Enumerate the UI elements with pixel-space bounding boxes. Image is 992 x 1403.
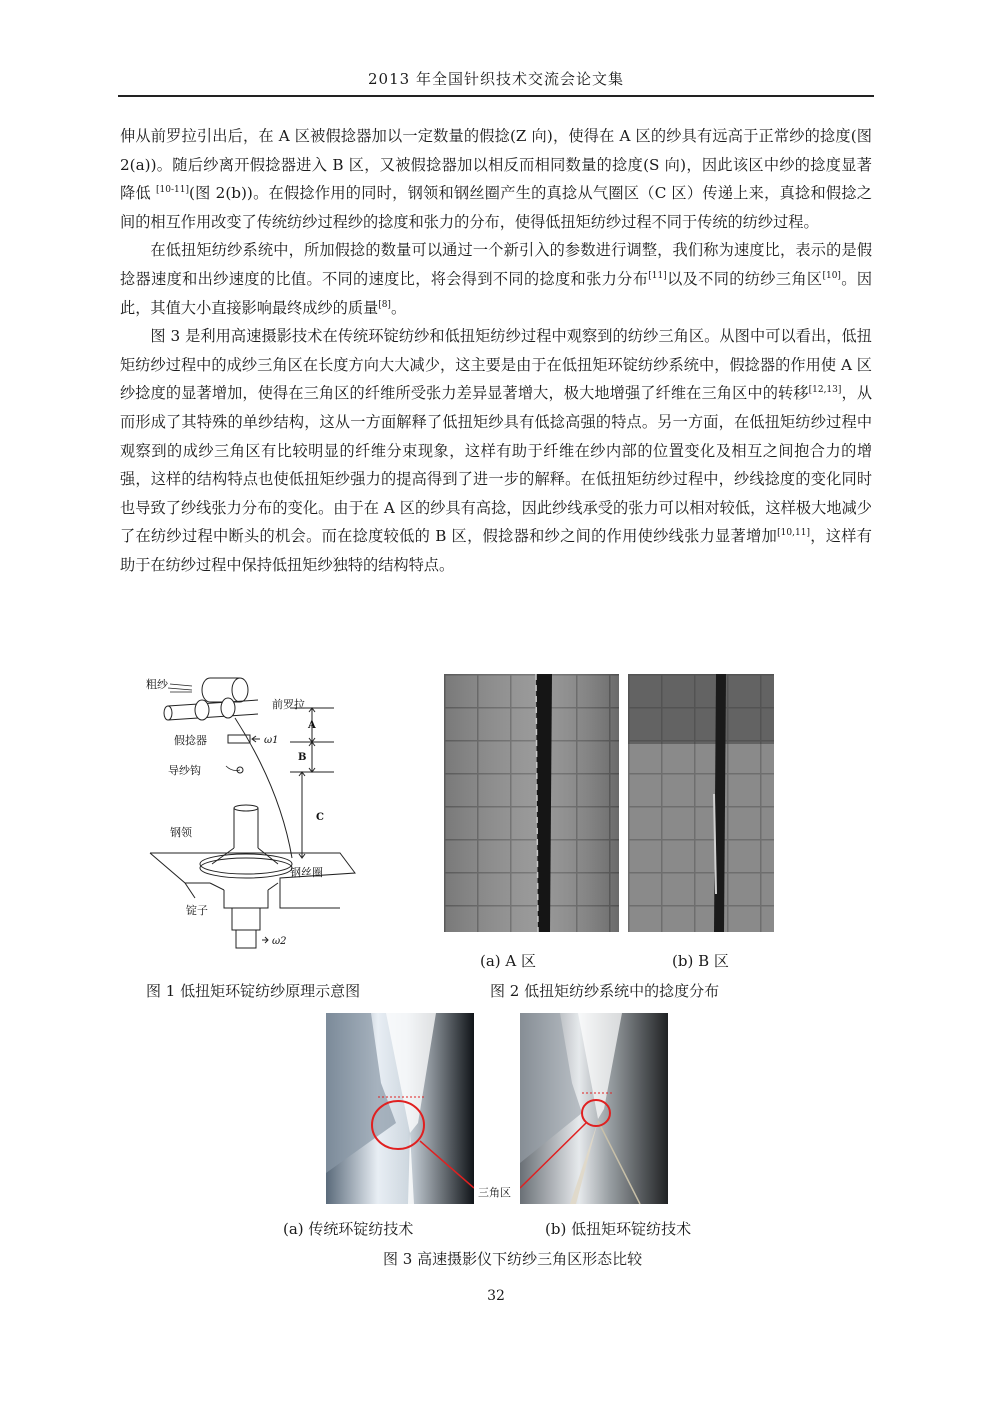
body-text	[120, 122, 872, 580]
citation: [10,11]	[777, 528, 810, 539]
figure3a-sublabel: (a) 传统环锭纺技术	[283, 1220, 414, 1238]
figure3a-photo	[326, 1013, 474, 1204]
label-guide-hook: 导纱钩	[168, 764, 201, 777]
citation: [12,13]	[808, 385, 842, 396]
figure3b-photo	[520, 1013, 668, 1204]
label-zone-c: C	[316, 812, 324, 823]
label-false-twister: 假捻器	[174, 734, 207, 747]
label-zone-b: B	[298, 752, 307, 763]
page-number: 32	[487, 1288, 505, 1304]
figure3-callout: 三角区	[478, 1186, 511, 1199]
citation: [11]	[648, 270, 667, 281]
figure3b-sublabel: (b) 低扭矩环锭纺技术	[545, 1220, 692, 1238]
label-omega1: ω1	[264, 735, 279, 746]
figure2b-photo	[628, 674, 774, 932]
label-ring: 钢领	[170, 826, 192, 839]
label-omega2: ω2	[272, 936, 287, 947]
citation: [10]	[822, 270, 841, 281]
figure1-caption: 图 1 低扭矩环锭纺纱原理示意图	[146, 982, 361, 1000]
label-front-roller: 前罗拉	[272, 698, 305, 711]
running-header: 2013 年全国针织技术交流会论文集	[368, 70, 624, 88]
header-rule	[118, 95, 874, 97]
citation: [10-11]	[155, 185, 189, 196]
citation: [8]	[378, 299, 391, 310]
label-zone-a: A	[308, 720, 316, 731]
label-traveler: 钢丝圈	[290, 866, 323, 879]
figure2b-sublabel: (b) B 区	[672, 952, 729, 970]
figure1-schematic	[140, 668, 390, 953]
figure2a-photo	[444, 674, 619, 932]
label-roving: 粗纱	[146, 678, 168, 691]
label-spindle: 锭子	[186, 904, 208, 917]
figure2-caption: 图 2 低扭矩纺纱系统中的捻度分布	[490, 982, 720, 1000]
paragraph-2: 在低扭矩纺纱系统中，所加假捻的数量可以通过一个新引入的参数进行调整，我们称为速度比，表示的是假捻器速度和出纱速度的比值。不同的速度比，将会得到不同的捻度和张力分布[11]以及不同的纺纱三角区[10]。因此，其值大小直接影响最终成纱的质量[8]。	[120, 241, 873, 317]
figure2a-sublabel: (a) A 区	[480, 952, 537, 970]
figure3-caption: 图 3 高速摄影仪下纺纱三角区形态比较	[383, 1250, 643, 1268]
paragraph-1: 伸从前罗拉引出后，在 A 区被假捻器加以一定数量的假捻(Z 向)，使得在 A 区的纱具有远高于正常纱的捻度(图 2(a))。随后纱离开假捻器进入 B 区，又被假捻器加以相反而相同数量的捻度(S 向)，因此该区中纱的捻度显著降低 [10-11](图 2(b))。在假捻作用的同时，钢领和钢丝圈产生的真捻从气圈区（C 区）传递上来，真捻和假捻之间的相互作用改变了传统纺纱过程纱的捻度和张力的分布，使得低扭矩纺纱过程不同于传统的纺纱过程。	[120, 127, 872, 231]
paragraph-3: 图 3 是利用高速摄影技术在传统环锭纺纱和低扭矩纺纱过程中观察到的纺纱三角区。从图中可以看出，低扭矩纺纱过程中的成纱三角区在长度方向大大减少，这主要是由于在低扭矩环锭纺纱系统中，假捻器的作用使 A 区纱捻度的显著增加，使得在三角区的纤维所受张力差异显著增大，极大地增强了纤维在三角区中的转移[12,13]，从而形成了其特殊的单纱结构，这从一方面解释了低扭矩纱具有低捻高强的特点。另一方面，在低扭矩纺纱过程中观察到的成纱三角区有比较明显的纤维分束现象，这样有助于纤维在纱内部的位置变化及相互之间抱合力的增强，这样的结构特点也使低扭矩纱强力的提高得到了进一步的解释。在低扭矩纺纱过程中，纱线捻度的变化同时也导致了纱线张力分布的变化。由于在 A 区的纱具有高捻，因此纱线承受的张力可以相对较低，这样极大地减少了在纺纱过程中断头的机会。而在捻度较低的 B 区，假捻器和纱之间的作用使纱线张力显著增加[10,11]，这样有助于在纺纱过程中保持低扭矩纱独特的结构特点。	[120, 327, 873, 574]
